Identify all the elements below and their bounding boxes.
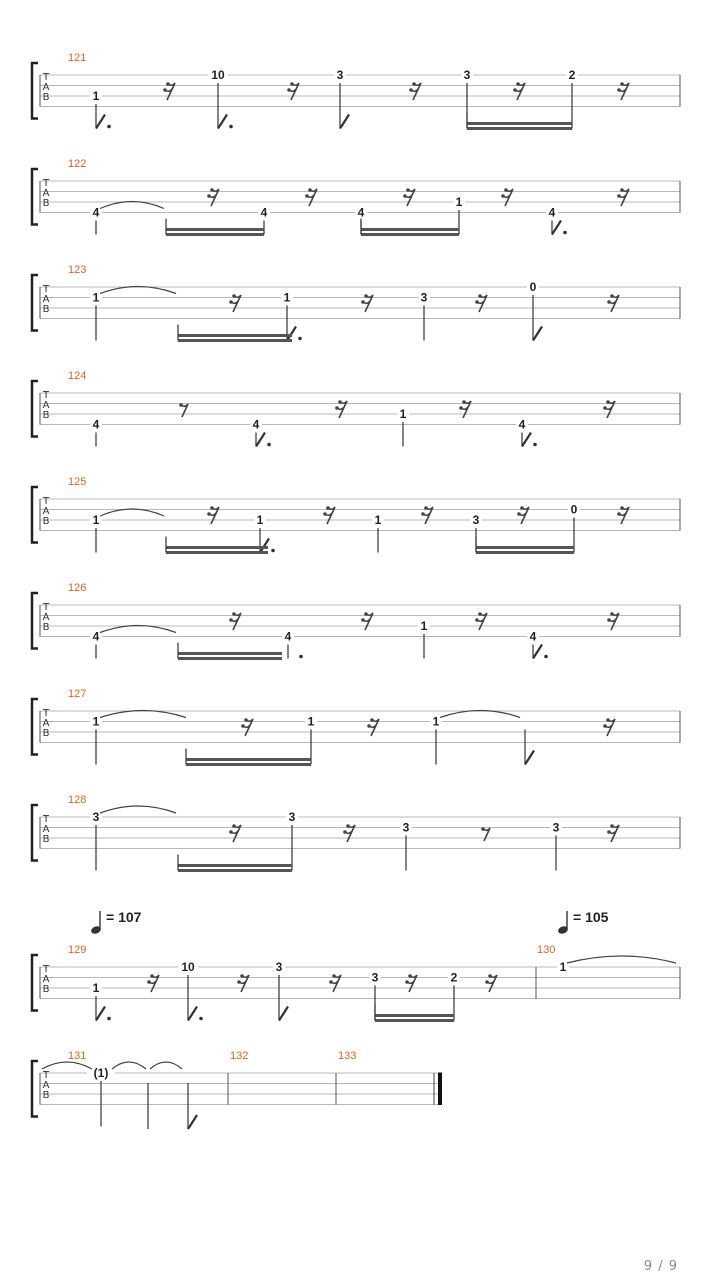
tie-arc — [440, 711, 520, 718]
tab-clef-letter-t: T — [42, 390, 50, 401]
rest-mark — [501, 188, 513, 206]
fret-number: 1 — [432, 714, 440, 729]
fret-number: 3 — [371, 970, 379, 985]
tab-clef-letter-a: A — [42, 82, 50, 93]
measure-number: 127 — [68, 688, 87, 700]
dot-mark — [107, 1017, 111, 1021]
rest-mark — [459, 400, 471, 418]
fret-number: 4 — [357, 205, 365, 220]
note-flag — [260, 539, 269, 553]
notation-layer — [42, 69, 676, 1129]
note-flag — [533, 327, 542, 341]
fret-number: 1 — [559, 960, 567, 974]
rest-mark — [475, 294, 487, 312]
rest-mark — [207, 188, 219, 206]
rest-mark — [475, 612, 487, 630]
tie-arc — [100, 509, 164, 516]
fret-number: 10 — [181, 960, 195, 974]
tie-arc — [100, 202, 164, 209]
system-bracket — [32, 593, 38, 649]
staff-system-7 — [32, 699, 680, 755]
staff-system-9 — [32, 955, 680, 1011]
note-flag — [287, 327, 296, 341]
fret-number: 1 — [307, 714, 315, 729]
note-flag — [552, 221, 561, 235]
fret-number: 0 — [529, 280, 537, 294]
system-bracket — [32, 63, 38, 119]
fret-number: 4 — [252, 417, 260, 432]
system-bracket — [32, 487, 38, 543]
fret-number: 1 — [256, 513, 264, 527]
tab-clef-letter-t: T — [42, 602, 50, 613]
tab-clef-letter-a: A — [42, 974, 50, 985]
rest-mark — [241, 718, 253, 736]
text-layer — [42, 52, 609, 1101]
staff-system-5 — [32, 487, 680, 543]
tab-clef-letter-t: T — [42, 496, 50, 507]
tie-arc — [567, 956, 676, 963]
rest-mark — [607, 294, 619, 312]
dot-mark — [267, 443, 271, 447]
tab-clef-letter-b: B — [42, 728, 50, 739]
rest-mark — [163, 82, 175, 100]
fret-number: 1 — [399, 407, 407, 421]
fret-number: 3 — [463, 68, 471, 82]
rest-mark — [405, 974, 417, 992]
system-bracket — [32, 805, 38, 861]
fret-number: 0 — [570, 502, 578, 517]
staff-layer — [32, 63, 680, 1117]
rest-mark — [329, 974, 341, 992]
rest-mark — [421, 506, 433, 524]
tab-clef-letter-b: B — [42, 1090, 50, 1101]
rest-mark — [323, 506, 335, 524]
tab-clef-letter-t: T — [42, 178, 50, 189]
note-flag — [525, 751, 534, 765]
tie-arc — [100, 626, 176, 633]
fret-number: 3 — [288, 810, 296, 824]
measure-number: 126 — [68, 582, 87, 594]
tab-clef-letter-a: A — [42, 400, 50, 411]
staff-system-4 — [32, 381, 680, 437]
tab-clef-letter-b: B — [42, 516, 50, 527]
dot-mark — [199, 1017, 203, 1021]
rest-mark — [617, 188, 629, 206]
fret-number: 3 — [92, 810, 100, 824]
note-flag — [188, 1007, 197, 1021]
system-bracket — [32, 381, 38, 437]
measure-number: 133 — [338, 1050, 357, 1062]
system-bracket — [32, 169, 38, 225]
rest-mark — [229, 824, 241, 842]
tab-clef-letter-t: T — [42, 708, 50, 719]
dot-mark — [544, 655, 548, 659]
rest-mark — [229, 294, 241, 312]
note-flag — [188, 1115, 197, 1129]
tie-arc — [112, 1062, 146, 1069]
note-flag — [279, 1007, 288, 1021]
fret-number: 4 — [529, 629, 537, 644]
measure-number: 124 — [68, 370, 87, 382]
note-flag — [533, 645, 542, 659]
staff-system-6 — [32, 593, 680, 649]
fret-number: 3 — [472, 513, 480, 527]
tab-clef-letter-a: A — [42, 824, 50, 835]
rest-mark — [403, 188, 415, 206]
dot-mark — [298, 337, 302, 341]
rest-mark — [603, 718, 615, 736]
rest-mark — [335, 400, 347, 418]
fret-number: 4 — [518, 417, 526, 432]
staff-system-1 — [32, 63, 680, 119]
measure-number: 132 — [230, 1050, 249, 1062]
fret-number: 3 — [402, 820, 410, 835]
rest-mark — [485, 974, 497, 992]
dot-mark — [563, 231, 567, 235]
tab-clef-letter-a: A — [42, 1080, 50, 1091]
note-flag — [218, 115, 227, 129]
fret-number: 1 — [420, 619, 428, 633]
rest-mark — [361, 294, 373, 312]
fret-number: 3 — [420, 290, 428, 305]
tab-clef-letter-b: B — [42, 92, 50, 103]
fret-number: 4 — [260, 205, 268, 220]
dot-mark — [533, 443, 537, 447]
fret-number: 1 — [374, 513, 382, 527]
rest-mark — [305, 188, 317, 206]
rest-mark — [229, 612, 241, 630]
fret-number: 1 — [283, 290, 291, 305]
tab-clef-letter-t: T — [42, 72, 50, 83]
measure-number: 129 — [68, 944, 87, 956]
fret-number: 4 — [548, 205, 556, 220]
tab-clef-letter-b: B — [42, 984, 50, 995]
note-flag — [256, 433, 265, 447]
tab-clef-letter-t: T — [42, 964, 50, 975]
fret-number: 3 — [336, 68, 344, 82]
rest-mark — [603, 400, 615, 418]
tab-clef-letter-a: A — [42, 294, 50, 305]
rest-mark — [237, 974, 249, 992]
tab-clef-letter-b: B — [42, 622, 50, 633]
fret-number: (1) — [93, 1066, 109, 1080]
tempo-mark: = 107 — [106, 909, 142, 925]
fret-number: 4 — [92, 629, 100, 644]
rest-mark — [147, 974, 159, 992]
tab-clef-letter-t: T — [42, 1070, 50, 1081]
staff-system-3 — [32, 275, 680, 331]
fret-number: 2 — [568, 68, 576, 82]
fret-number: 3 — [275, 960, 283, 974]
fret-number: 1 — [455, 195, 463, 209]
rest-mark — [207, 506, 219, 524]
tab-clef-letter-b: B — [42, 304, 50, 315]
note-flag — [96, 115, 105, 129]
dot-mark — [299, 655, 303, 659]
rest-mark — [617, 506, 629, 524]
rest-mark — [367, 718, 379, 736]
rest-mark — [179, 403, 188, 417]
system-bracket — [32, 275, 38, 331]
rest-mark — [517, 506, 529, 524]
measure-number: 125 — [68, 476, 87, 488]
tie-arc — [150, 1062, 182, 1069]
tab-clef-letter-a: A — [42, 612, 50, 623]
measure-number: 121 — [68, 52, 87, 64]
fret-number: 1 — [92, 290, 100, 305]
tab-clef-letter-a: A — [42, 188, 50, 199]
measure-number: 131 — [68, 1050, 87, 1062]
rest-mark — [343, 824, 355, 842]
fret-number: 1 — [92, 89, 100, 103]
measure-number: 122 — [68, 158, 87, 170]
staff-system-8 — [32, 805, 680, 861]
rest-mark — [481, 827, 490, 841]
fret-number: 4 — [284, 629, 292, 644]
fret-number: 1 — [92, 714, 100, 729]
tab-clef-letter-t: T — [42, 814, 50, 825]
fret-number: 2 — [450, 970, 458, 985]
rest-mark — [617, 82, 629, 100]
tie-arc — [42, 1062, 92, 1069]
rest-mark — [361, 612, 373, 630]
tie-arc — [100, 806, 176, 813]
system-bracket — [32, 955, 38, 1011]
rest-mark — [607, 824, 619, 842]
dot-mark — [229, 125, 233, 129]
rest-mark — [287, 82, 299, 100]
tab-clef-letter-b: B — [42, 410, 50, 421]
measure-number: 128 — [68, 794, 87, 806]
tempo-mark: = 105 — [573, 909, 609, 925]
tab-clef-letter-b: B — [42, 834, 50, 845]
fret-number: 1 — [92, 513, 100, 527]
fret-number: 4 — [92, 205, 100, 220]
fret-number: 1 — [92, 981, 100, 995]
tab-clef-letter-b: B — [42, 198, 50, 209]
note-flag — [340, 115, 349, 129]
tie-arc — [100, 711, 186, 718]
system-bracket — [32, 699, 38, 755]
dot-mark — [107, 125, 111, 129]
rest-mark — [513, 82, 525, 100]
measure-number: 123 — [68, 264, 87, 276]
fret-number: 10 — [211, 68, 225, 82]
page-number: 9 / 9 — [643, 1259, 678, 1274]
tie-arc — [100, 287, 176, 294]
measure-number: 130 — [537, 944, 556, 956]
dot-mark — [271, 549, 275, 553]
fret-number: 4 — [92, 417, 100, 432]
note-flag — [522, 433, 531, 447]
tab-clef-letter-a: A — [42, 506, 50, 517]
note-flag — [96, 1007, 105, 1021]
fret-number: 3 — [552, 820, 560, 835]
tab-clef-letter-t: T — [42, 284, 50, 295]
system-bracket — [32, 1061, 38, 1117]
rest-mark — [409, 82, 421, 100]
rest-mark — [607, 612, 619, 630]
tab-clef-letter-a: A — [42, 718, 50, 729]
